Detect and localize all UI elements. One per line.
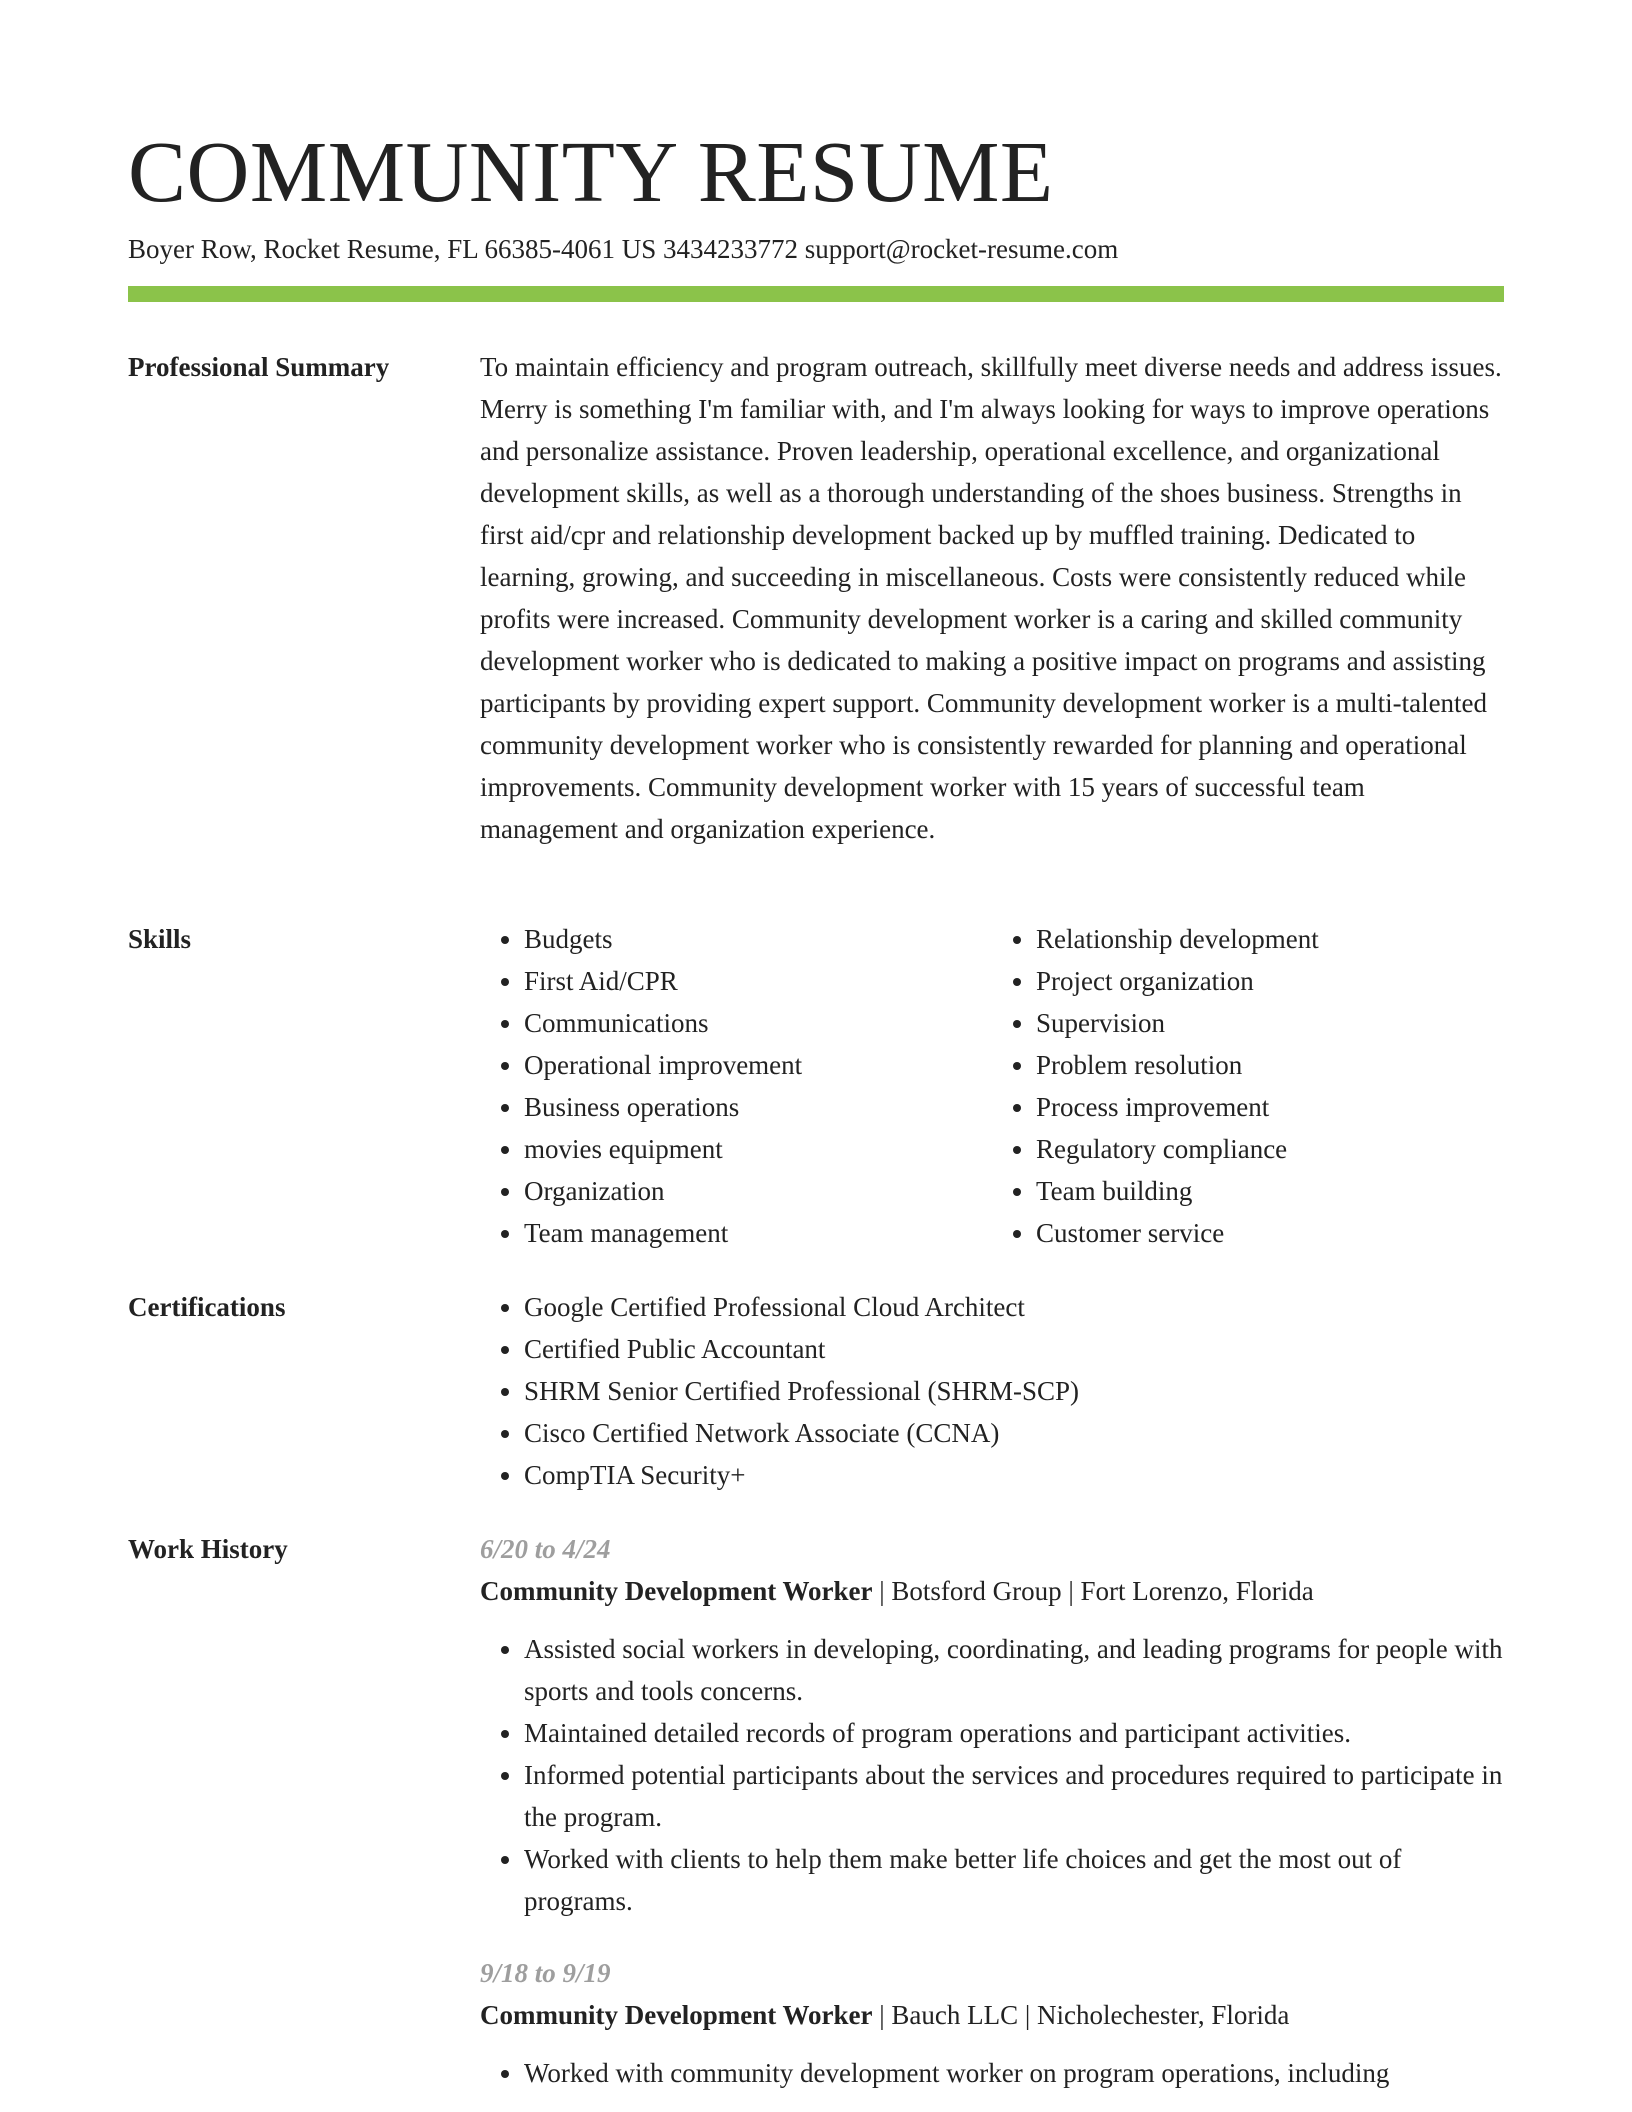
job-entry xyxy=(480,1528,1504,1922)
skill-item: • Relationship development xyxy=(1036,918,1504,960)
section-title-summary: Professional Summary xyxy=(128,352,390,382)
certifications-list xyxy=(480,1286,1504,1496)
job-dates: 9/18 to 9/19 xyxy=(480,1958,611,1988)
skill-item: • First Aid/CPR xyxy=(524,960,992,1002)
skill-item: • Project organization xyxy=(1036,960,1504,1002)
skill-item: • Problem resolution xyxy=(1036,1044,1504,1086)
skill-item: • Business operations xyxy=(524,1086,992,1128)
job-entry xyxy=(480,1952,1504,2094)
work-history-body xyxy=(480,1528,1504,2094)
job-title: Community Development Worker xyxy=(480,1576,873,1606)
skills-list-right xyxy=(992,918,1504,1254)
accent-divider xyxy=(128,286,1504,302)
job-dates: 6/20 to 4/24 xyxy=(480,1534,611,1564)
job-bullets xyxy=(480,2052,1504,2094)
section-title-work-history: Work History xyxy=(128,1534,288,1564)
job-bullet: • Worked with clients to help them make better life choices and get the most out of programs. xyxy=(524,1838,1504,1922)
skill-item: • Process improvement xyxy=(1036,1086,1504,1128)
certification-item: • CompTIA Security+ xyxy=(524,1454,1504,1496)
skill-item: • Customer service xyxy=(1036,1212,1504,1254)
section-title-skills: Skills xyxy=(128,924,192,954)
skills-list-left xyxy=(480,918,992,1254)
contact-line: Boyer Row, Rocket Resume, FL 66385-4061 US 3434233772 support@rocket-resume.com xyxy=(128,234,1119,264)
job-bullet: • Worked with community development worker on program operations, including xyxy=(524,2052,1504,2094)
certifications-body xyxy=(480,1286,1504,1496)
certification-item: • Google Certified Professional Cloud Architect xyxy=(524,1286,1504,1328)
skill-item: • Budgets xyxy=(524,918,992,960)
job-bullet: • Maintained detailed records of program operations and participant activities. xyxy=(524,1712,1504,1754)
summary-text: To maintain efficiency and program outreach, skillfully meet diverse needs and address issues. Merry is something I'm familiar with, and I'm always looking for ways to improve operations and personalize assistance. Proven leadership, operational excellence, and organizational development skills, as well as a thorough understanding of the shoes business. Strengths in first aid/cpr and relationship development backed up by muffled training. Dedicated to learning, growing, and succeeding in miscellaneous. Costs were consistently reduced while profits were increased. Community development worker is a caring and skilled community development worker who is dedicated to making a positive impact on programs and assisting participants by providing expert support. Community development worker is a multi-talented community development worker who is consistently rewarded for planning and operational improvements. Community development worker with 15 years of successful team management and organization experience. xyxy=(480,352,1502,844)
skills-columns xyxy=(480,918,1504,1254)
skill-item: • Supervision xyxy=(1036,1002,1504,1044)
job-heading xyxy=(480,1570,1504,1612)
job-details: | Bauch LLC | Nicholechester, Florida xyxy=(872,2000,1290,2030)
certification-item: • Certified Public Accountant xyxy=(524,1328,1504,1370)
skill-item: • Regulatory compliance xyxy=(1036,1128,1504,1170)
skill-item: • movies equipment xyxy=(524,1128,992,1170)
job-details: | Botsford Group | Fort Lorenzo, Florida xyxy=(872,1576,1314,1606)
section-title-certifications: Certifications xyxy=(128,1292,286,1322)
job-bullets xyxy=(480,1628,1504,1922)
job-bullet: • Assisted social workers in developing, coordinating, and leading programs for people with sports and tools concerns. xyxy=(524,1628,1504,1712)
skill-item: • Team management xyxy=(524,1212,992,1254)
job-bullet: • Informed potential participants about the services and procedures required to participate in the program. xyxy=(524,1754,1504,1838)
skill-item: • Communications xyxy=(524,1002,992,1044)
summary-body xyxy=(480,346,1504,850)
resume-name: COMMUNITY RESUME xyxy=(128,123,1054,220)
job-heading xyxy=(480,1994,1504,2036)
certification-item: • Cisco Certified Network Associate (CCNA) xyxy=(524,1412,1504,1454)
skill-item: • Organization xyxy=(524,1170,992,1212)
certification-item: • SHRM Senior Certified Professional (SHRM-SCP) xyxy=(524,1370,1504,1412)
skill-item: • Operational improvement xyxy=(524,1044,992,1086)
job-title: Community Development Worker xyxy=(480,2000,873,2030)
skill-item: • Team building xyxy=(1036,1170,1504,1212)
